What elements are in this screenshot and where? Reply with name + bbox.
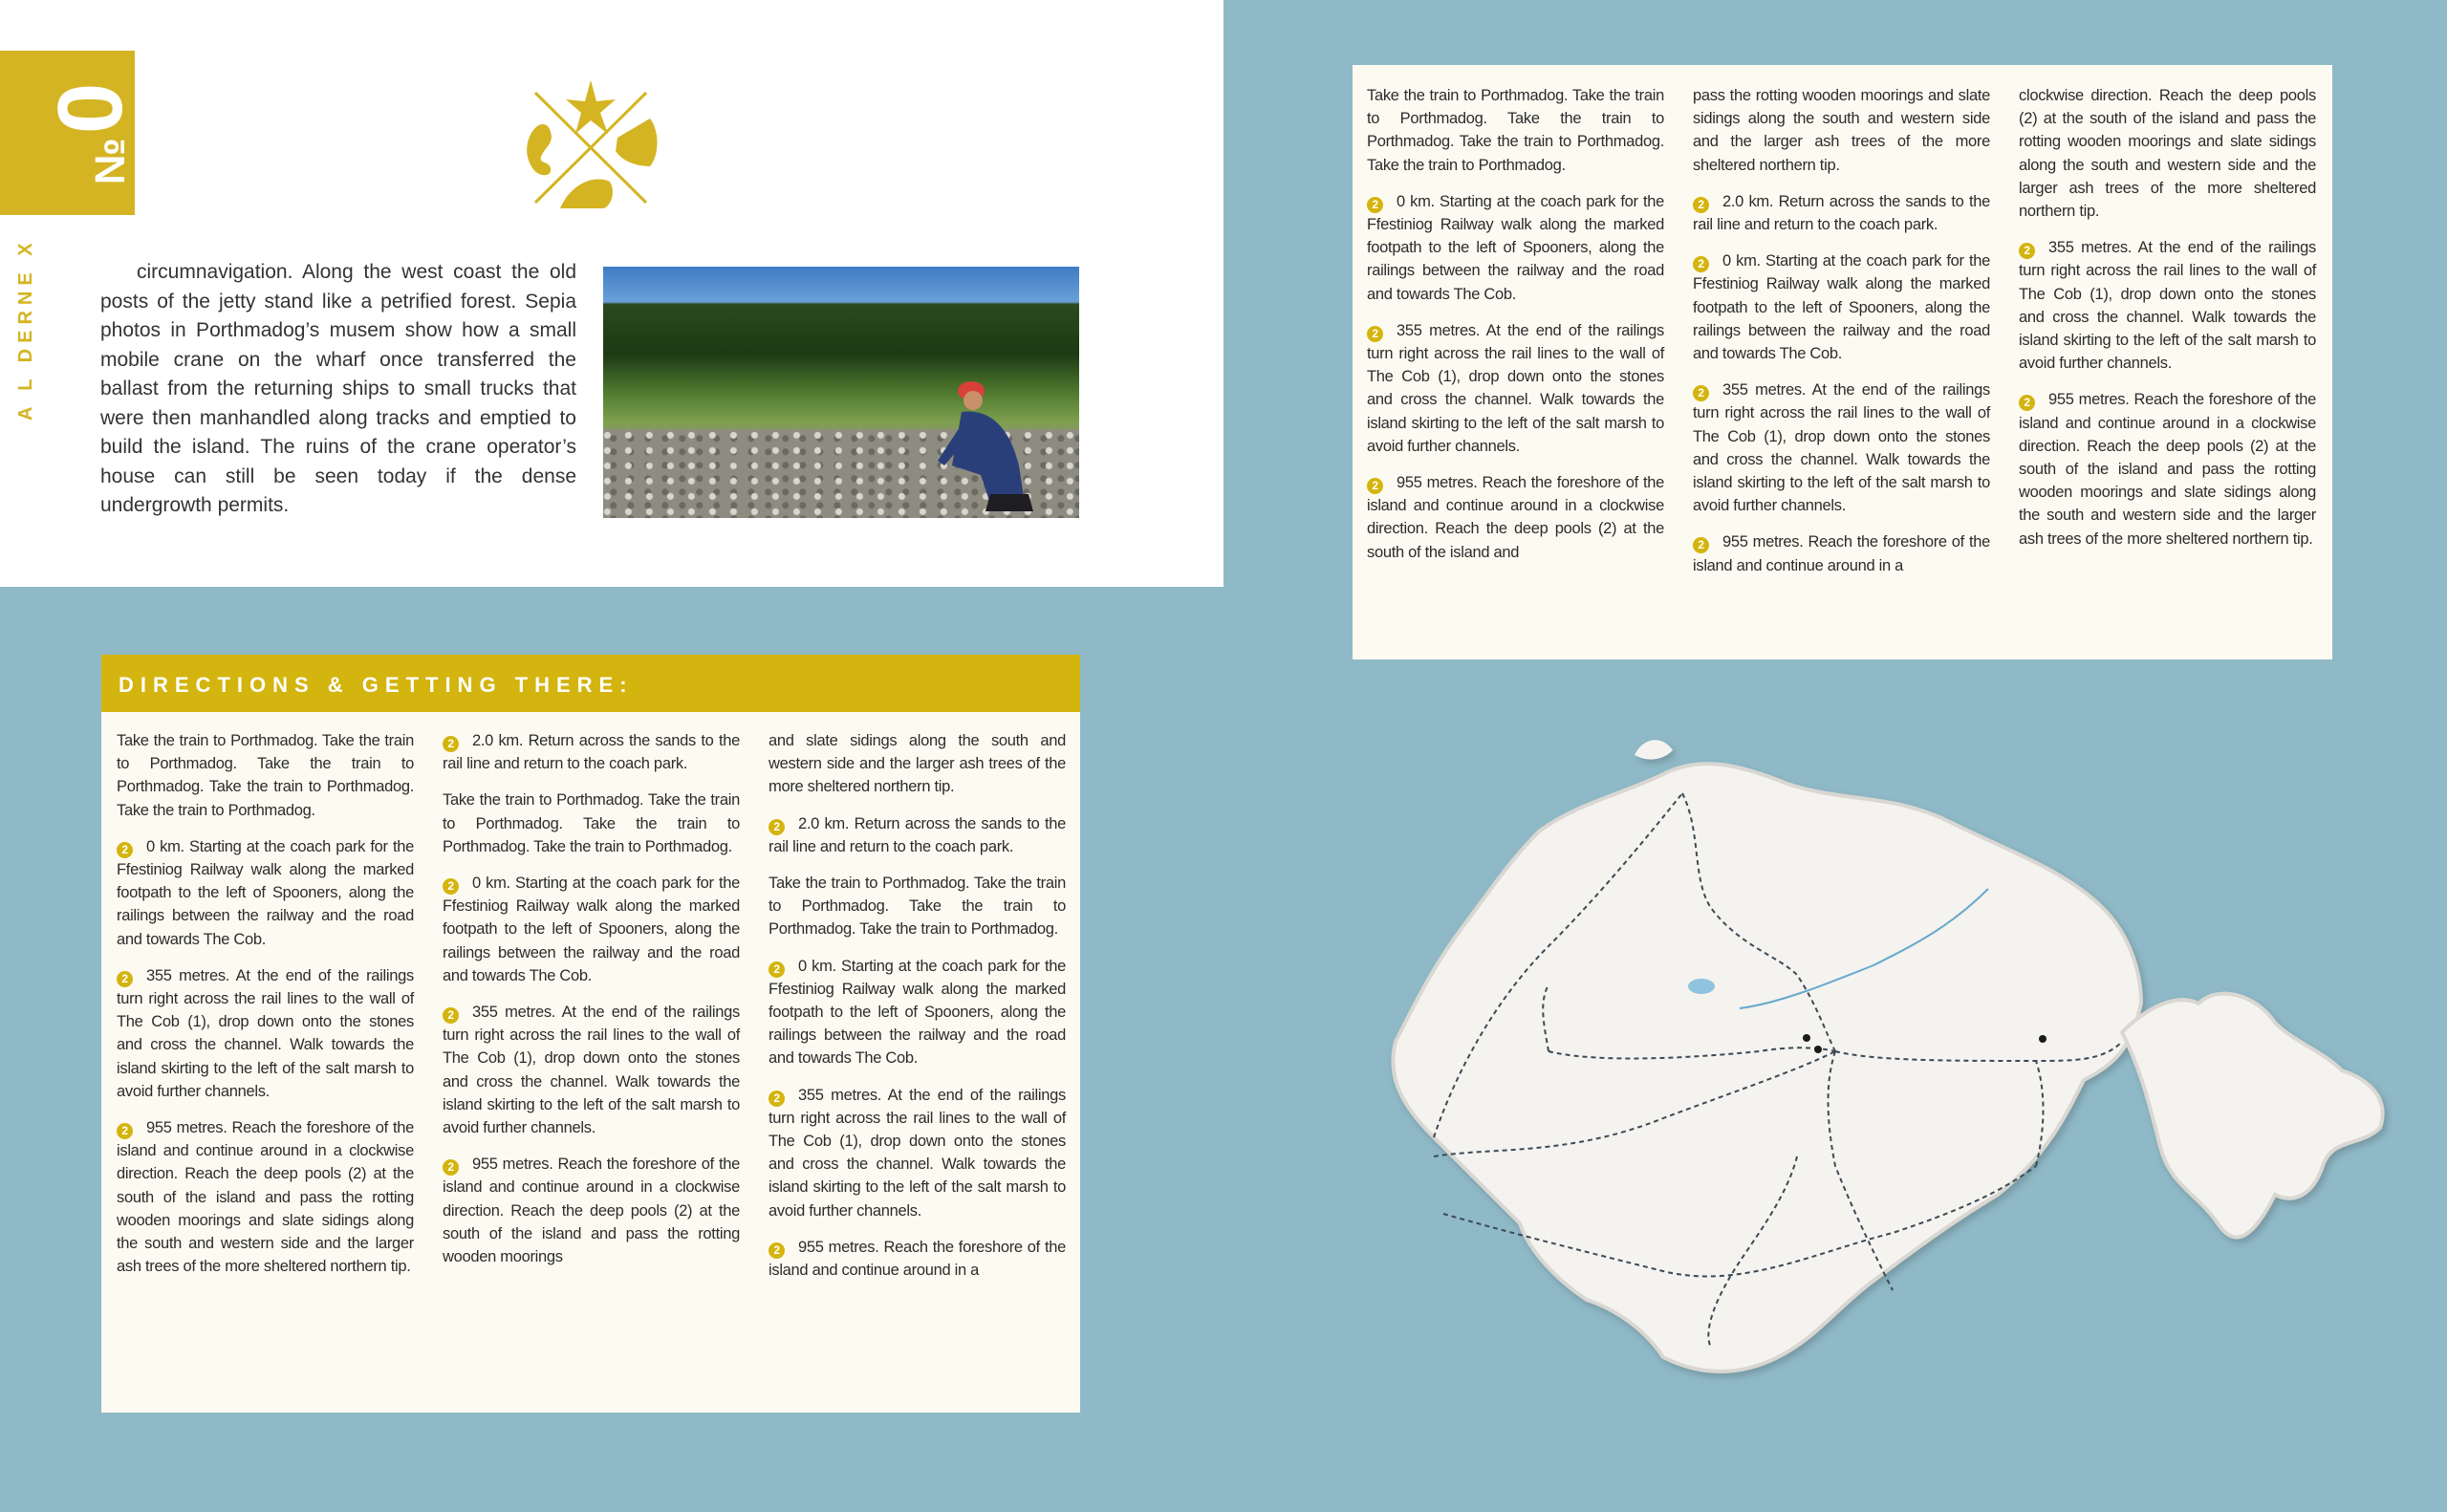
step-text: 355 metres. At the end of the railings turn right across the rail lines to the wall of The Cob (1), drop down onto the stones and cross the channel. Walk towards the island skirting to the left of the salt marsh to avoid further channels. [443,1004,740,1137]
step-number-marker-icon: 2 [117,1123,133,1139]
step-text: 2.0 km. Return across the sands to the rail line and return to the coach park. [1693,192,1990,234]
step-number-marker-icon: 2 [2019,243,2035,259]
text-column [2019,84,2316,591]
number-sign: № [87,138,134,185]
direction-step [1693,190,1990,236]
step-text: 0 km. Starting at the coach park for the Ffestiniog Railway walk along the marked footpath to the left of Spooners, along the railings between the railway and the road and towards The Cob. [117,837,414,948]
step-text: 955 metres. Reach the foreshore of the island and continue around in a clockwise direction. Reach the deep pools (2) at the south of the island and pass the rotting wooden moorings [443,1156,740,1266]
direction-step [1693,378,1990,517]
step-number-marker-icon: 2 [1367,197,1383,213]
direction-step [1693,530,1990,576]
step-number-marker-icon: 2 [443,1159,459,1176]
direction-step [2019,236,2316,375]
step-text: 355 metres. At the end of the railings turn right across the rail lines to the wall of The Cob (1), drop down onto the stones and cross the channel. Walk towards the island skirting to the left of the salt marsh to avoid further channels. [2019,239,2316,373]
step-text: clockwise direction. Reach the deep pools (2) at the south of the island and pass the rotting wooden moorings and slate sidings along the south and western side and the larger ash trees of the more sheltered northern tip. [2019,87,2316,221]
step-number-marker-icon: 2 [769,961,785,978]
pond [1688,979,1715,994]
step-text: Take the train to Porthmadog. Take the train to Porthmadog. Take the train to Porthmadog. Take the train to Porthmadog. Take the train to Porthmadog. [117,732,414,819]
step-text: 355 metres. At the end of the railings turn right across the rail lines to the wall of The Cob (1), drop down onto the stones and cross the channel. Walk towards the island skirting to the left of the salt marsh to avoid further channels. [117,966,414,1100]
chapter-number [8,72,141,196]
step-number-marker-icon: 2 [769,1091,785,1107]
direction-step [769,729,1066,799]
island-landmass [1393,740,2382,1372]
step-text: 955 metres. Reach the foreshore of the island and continue around in a clockwise direction. Reach the deep pools (2) at the south of the island and pass the rotting wooden moorings and slate sidings along the south and western side and the larger ash trees of the more sheltered northern tip. [117,1119,414,1276]
step-number-marker-icon: 2 [1693,537,1709,553]
route-notes-panel [1353,65,2332,659]
text-column [769,729,1066,1295]
number-value: 0 [38,82,141,135]
step-text: 0 km. Starting at the coach park for the Ffestiniog Railway walk along the marked footpath to the left of Spooners, along the railings between the railway and the road and towards The Cob. [1693,252,1990,363]
text-column [1367,84,1664,591]
directions-panel [101,655,1080,1413]
directions-title: DIRECTIONS & GETTING THERE: [101,655,1080,712]
step-text: 955 metres. Reach the foreshore of the island and continue around in a [769,1238,1066,1280]
direction-step [443,788,740,858]
step-number-marker-icon: 2 [1693,385,1709,401]
direction-step [117,835,414,951]
step-number-marker-icon: 2 [117,842,133,858]
direction-step [443,1001,740,1139]
direction-step [1693,249,1990,365]
direction-step [1367,319,1664,458]
step-number-marker-icon: 2 [1367,326,1383,342]
walker-figure [933,370,1038,513]
direction-step [1367,84,1664,177]
direction-step [769,872,1066,941]
direction-step [117,729,414,822]
direction-step [769,812,1066,858]
step-number-marker-icon: 2 [1367,478,1383,494]
step-number-marker-icon: 2 [443,878,459,895]
route-notes-columns [1367,84,2316,591]
step-text: 355 metres. At the end of the railings turn right across the rail lines to the wall of The Cob (1), drop down onto the stones and cross the channel. Walk towards the island skirting to the left of the salt marsh to avoid further channels. [769,1086,1066,1220]
step-text: Take the train to Porthmadog. Take the train to Porthmadog. Take the train to Porthmadog. Take the train to Porthmadog. [443,791,740,855]
step-number-marker-icon: 2 [1693,256,1709,272]
step-text: 0 km. Starting at the coach park for the Ffestiniog Railway walk along the marked footpath to the left of Spooners, along the railings between the railway and the road and towards The Cob. [1367,192,1664,303]
step-text: 355 metres. At the end of the railings turn right across the rail lines to the wall of The Cob (1), drop down onto the stones and cross the channel. Walk towards the island skirting to the left of the salt marsh to avoid further channels. [1693,381,1990,515]
step-text: and slate sidings along the south and western side and the larger ash trees of the more sheltered northern tip. [769,732,1066,796]
direction-step [1367,471,1664,564]
map-point [1803,1034,1810,1042]
step-text: Take the train to Porthmadog. Take the train to Porthmadog. Take the train to Porthmadog. Take the train to Porthmadog. Take the train to Porthmadog. [1367,87,1664,174]
step-text: 955 metres. Reach the foreshore of the island and continue around in a clockwise direction. Reach the deep pools (2) at the south of the island and pass the rotting wooden moorings and slate sidings along the south and western side and the larger ash trees of the more sheltered northern tip. [2019,391,2316,548]
direction-step [2019,388,2316,550]
direction-step [1367,190,1664,306]
step-number-marker-icon: 2 [1693,197,1709,213]
map-point [2039,1035,2046,1043]
direction-step [1693,84,1990,177]
map-point [1814,1046,1822,1053]
step-text: pass the rotting wooden moorings and slate sidings along the south and western side and the larger ash trees of the more sheltered northern tip. [1693,87,1990,174]
seashell-emblem-icon [516,78,665,212]
direction-step [443,1153,740,1268]
direction-step [117,964,414,1103]
direction-step [769,955,1066,1070]
chapter-number-badge [0,51,141,215]
island-map [1376,717,2409,1415]
intro-paragraph: circumnavigation. Along the west coast the old posts of the jetty stand like a petrified forest. Sepia photos in Porthmadog’s musem show how a small mobile crane on the wharf once transferred the ballast from the returning ships to small trucks that were then manhandled along tracks and emptied to build the island. The ruins of the crane operator’s house can still be seen today if the dense undergrowth permits. [100,261,576,516]
step-text: 0 km. Starting at the coach park for the Ffestiniog Railway walk along the marked footpath to the left of Spooners, along the railings between the railway and the road and towards The Cob. [443,875,740,984]
step-text: 2.0 km. Return across the sands to the rail line and return to the coach park. [443,732,740,773]
step-number-marker-icon: 2 [117,971,133,987]
step-text: Take the train to Porthmadog. Take the train to Porthmadog. Take the train to Porthmadog. Take the train to Porthmadog. [769,875,1066,939]
step-number-marker-icon: 2 [769,819,785,835]
step-text: 955 metres. Reach the foreshore of the island and continue around in a [1693,533,1990,574]
direction-step [443,729,740,775]
direction-step [769,1084,1066,1222]
step-number-marker-icon: 2 [443,1007,459,1024]
walker-on-beach-photo [603,267,1079,518]
text-column [1693,84,1990,591]
step-text: 0 km. Starting at the coach park for the Ffestiniog Railway walk along the marked footpath to the left of Spooners, along the railings between the railway and the road and towards The Cob. [769,957,1066,1068]
step-text: 955 metres. Reach the foreshore of the island and continue around in a clockwise direction. Reach the deep pools (2) at the south of the island and [1367,474,1664,561]
step-number-marker-icon: 2 [443,736,459,752]
text-column [117,729,414,1295]
side-title-label: A L DERNE X [15,237,36,421]
direction-step [2019,84,2316,223]
direction-step [117,1116,414,1278]
direction-step [769,1236,1066,1282]
text-column [443,729,740,1295]
step-text: 355 metres. At the end of the railings turn right across the rail lines to the wall of The Cob (1), drop down onto the stones and cross the channel. Walk towards the island skirting to the left of the salt marsh to avoid further channels. [1367,321,1664,455]
direction-step [443,872,740,987]
step-text: 2.0 km. Return across the sands to the rail line and return to the coach park. [769,814,1066,855]
directions-columns [117,729,1066,1295]
step-number-marker-icon: 2 [2019,395,2035,411]
step-number-marker-icon: 2 [769,1242,785,1259]
